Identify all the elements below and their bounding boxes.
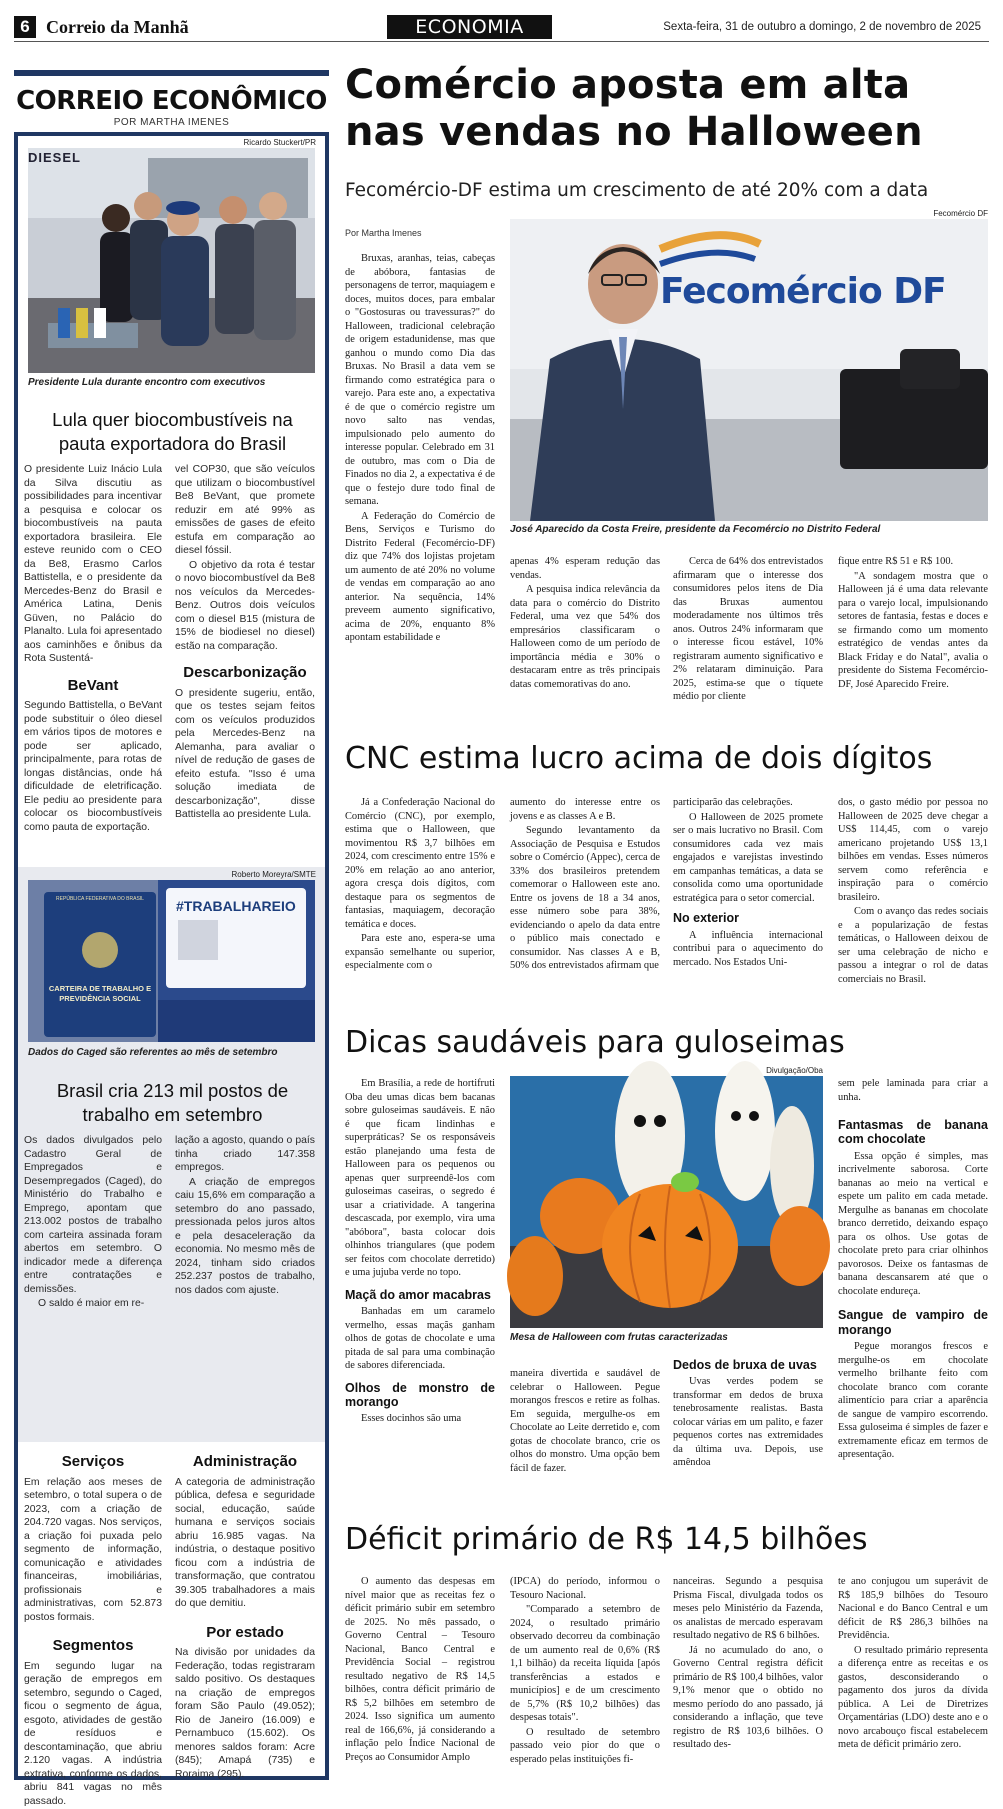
cnc-col4 xyxy=(838,796,988,987)
fecomercio-photo xyxy=(510,219,988,521)
sidebar-column xyxy=(14,70,329,1807)
sidebar-top-bar xyxy=(14,70,329,76)
paragraph: O resultado primário representa a diferença entre as receitas e os gastos, desconsiderando o pagamento dos juros da dívida pública. A Lei de Diretrizes Orçamentárias (LDO) deste ano e o novo arcabouço fiscal estabelecem meta de déficit primário zero. xyxy=(838,1644,988,1751)
byline: Por Martha Imenes xyxy=(345,228,422,238)
subheading: No exterior xyxy=(673,911,739,926)
main-col3 xyxy=(673,555,823,705)
paragraph: "Comparado a setembro de 2024, o resultado primário observado decorreu da combinação de um aumento real de 0,6% (R$ 1,1 bilhão) da receita líquida [após transferências a estados e municípios] e de um crescimento de 5,7% (R$ 10,2 bilhões) das despesas totais". xyxy=(510,1604,660,1724)
subheading: Descarbonização xyxy=(183,664,307,682)
paragraph: O Halloween de 2025 promete ser o mais lucrativo no Brasil. Com consumidores cada vez mais engajados e varejistas investindo em campanhas temáticas, a data se consolida como uma oportunidade estratégica para o setor comercial. xyxy=(673,811,823,904)
paragraph: A pesquisa indica relevância da data para o comércio do Distrito Federal, uma vez que 54% dos empresários classificaram o Halloween como de um período de importância média e 30% o destacaram entre as três principais datas comemorativas do ano. xyxy=(510,584,660,690)
subheading: Sangue de vampiro de morango xyxy=(838,1308,988,1337)
paragraph: Pegue morangos frescos e mergulhe-os em chocolate vermelho brilhante feito com chocolate branco com corante alimentício para criar a aparência de sangue de vampiro escorrendo. Essa guloseima é simples de fazer e extremamente eficaz em termos de apresentação. xyxy=(838,1341,988,1461)
caged-photo xyxy=(28,880,315,1042)
paragraph: fique entre R$ 51 e R$ 100. xyxy=(838,556,954,567)
paragraph: Cerca de 64% dos entrevistados afirmaram que o interesse dos consumidores pelos itens de Dia das Bruxas aumentou moderadamente nos últimos três anos. Outros 24% informaram que o interesse ficou estável, 10% registraram aumento significativo e 2% relataram diminuição. Para 2025, estima-se que o tíquete médio por cliente xyxy=(673,556,823,703)
paragraph: lação a agosto, quando o país tinha criado 147.358 empregos. xyxy=(175,1135,315,1174)
story-text-col1 xyxy=(24,463,162,835)
main-subheadline: Fecomércio-DF estima um crescimento de até 20% com a data xyxy=(345,180,929,201)
story-text-col2 xyxy=(175,463,315,823)
caged-extra-col2 xyxy=(175,1444,315,1782)
subheading: Dedos de bruxa de uvas xyxy=(673,1358,817,1372)
dicas-col4 xyxy=(838,1077,988,1463)
story-headline: Lula quer biocombustíveis na pauta exportadora do Brasil xyxy=(52,409,293,455)
lula-photo xyxy=(28,148,315,373)
paragraph: dos, o gasto médio por pessoa no Halloween de 2025 deve chegar a US$ 114,45, com o varejo americano projetando US$ 13,1 bilhões em vendas. Esses números servem como referência e inspiração para o comércio brasileiro. xyxy=(838,797,988,903)
main-headline: Comércio aposta em alta nas vendas no Halloween xyxy=(345,62,923,156)
paragraph: Os dados divulgados pelo Cadastro Geral de Empregados e Desempregados (Caged), do Ministério do Trabalho e Emprego, apontam que 213.002 postos de trabalho com carteira assinada foram abertos em setembro. O indicador mede a diferença entre contratações e demissões. xyxy=(24,1135,162,1295)
photo-sign-text: DIESEL xyxy=(28,150,81,165)
paragraph: apenas 4% esperam redução das vendas. xyxy=(510,556,660,581)
fecomercio-sign: Fecomércio DF xyxy=(660,271,946,312)
section-label: ECONOMIA xyxy=(387,15,552,39)
subheading: Olhos de monstro de morango xyxy=(345,1380,495,1410)
header-rule xyxy=(14,41,989,42)
paragraph: O objetivo da rota é testar o novo biocombustível da Be8 nos veículos da Mercedes-Benz. Outros dois veículos com o diesel B15 (mistura de 15% de biodiesel no diesel) estão na comparação. xyxy=(175,559,315,652)
paragraph: O presidente sugeriu, então, que os testes sejam feitos com os veículos produzidos pela Mercedes-Benz na Alemanha, para avaliar o nível de redução de gases de efeito estufa. "Isso é uma solução imediata de descarbonização", disse Battistella ao presidente Lula. xyxy=(175,687,315,821)
cnc-headline: CNC estima lucro acima de dois dígitos xyxy=(345,741,933,776)
subheading: Administração xyxy=(192,1453,298,1470)
paragraph: Em relação aos meses de setembro, o total supera o de 2023, com a criação de 204.720 vagas. Nos serviços, a criação foi puxada pelo segmento de informação, comunicação e atividades financeiras, imobiliárias, profissionais e administrativas, com 52.873 postos formais. xyxy=(24,1476,162,1623)
paragraph: Para este ano, espera-se uma expansão semelhante ou superior, especialmente com o xyxy=(345,933,495,972)
paragraph: O aumento das despesas em nível maior que as receitas fez o déficit primário subir em setembro de 2025. No mês passado, o Governo Central – Tesouro Nacional, Banco Central e Previdência Social – registrou resultado negativo de R$ 14,5 bilhões, contra déficit primário de R$ 5,2 bilhões em setembro de 2024. Isso significa um aumento real de 166,6%, já considerando a inflação pelo Índice Nacional de Preços ao Consumidor Amplo xyxy=(345,1576,495,1763)
subheading: Segmentos xyxy=(52,1637,134,1655)
paragraph: Em Brasília, a rede de hortifruti Oba deu umas dicas bem bacanas sobre guloseimas saudáveis. E não é que ficam lindinhas e superpráticas? Se os responsáveis estão planejando uma festa de Halloween para os pequenos ou apenas quer surpreendê-los com guloseimas caseiras, o segredo é usar a criatividade. A tangerina descascada, por exemplo, vira uma "abóbora", basta colocar dois olhinhos triangulares (que podem ser feitos com chocolate derretido) e uma jujuba verde no topo. xyxy=(345,1078,495,1279)
photo-credit: Divulgação/Oba xyxy=(766,1066,823,1075)
subheading: BeVant xyxy=(67,676,119,694)
photo-caption: Mesa de Halloween com frutas caracterizadas xyxy=(510,1332,728,1343)
subheading: Fantasmas de banana com chocolate xyxy=(838,1118,988,1147)
cnc-col3 xyxy=(673,796,823,970)
caged-text-col1 xyxy=(24,1134,162,1312)
dicas-headline: Dicas saudáveis para guloseimas xyxy=(345,1025,845,1060)
paragraph: sem pele laminada para criar a unha. xyxy=(838,1078,988,1103)
deficit-col2 xyxy=(510,1575,660,1767)
paragraph: A Federação do Comércio de Bens, Serviços e Turismo do Distrito Federal (Fecomércio-DF) diz que 74% dos lojistas projetam um aumento de até 20% no volume de vendas em comparação ao ano anterior. Na sequência, 14% preveem aumento significativo, acima de 20%, enquanto 8% apontam estabilidade e xyxy=(345,510,495,644)
subheading: Maçã do amor macabras xyxy=(345,1287,491,1302)
sidebar-title: CORREIO ECONÔMICO xyxy=(16,86,327,116)
paragraph: Segundo Battistella, o BeVant pode substituir o óleo diesel em vários tipos de motores e pode ser aplicado, principalmente, para rotas de longas distâncias, onde há dificuldade de eletrificação. Ele pediu ao presidente para colocar os biocombustíveis como pauta de exportação. xyxy=(24,700,162,833)
caged-text-col2 xyxy=(175,1134,315,1298)
photo-caption: José Aparecido da Costa Freire, presidente da Fecomércio no Distrito Federal xyxy=(510,524,881,535)
deficit-col3 xyxy=(673,1575,823,1753)
paragraph: Banhadas em um caramelo vermelho, essas maçãs ganham olhos de gotas de chocolate e uma pitada de sal para uma combinação de sabores diferenciada. xyxy=(345,1306,495,1372)
story-headline: Brasil cria 213 mil postos de trabalho em setembro xyxy=(56,1080,289,1126)
paragraph: Em segundo lugar na geração de empregos em setembro, segundo o Caged, ficou o segmento de água, esgoto, atividades de gestão de resíduos e descontaminação, que abriu 2.120 vagas. A indústria extrativa, conforme os dados, abriu 841 vagas no mês passado. xyxy=(24,1660,162,1807)
paragraph: Já no acumulado do ano, o Governo Central registra déficit primário de R$ 100,4 bilhões, valor 9,1% menor que o obtido no mesmo período do ano passado, já considerando a inflação, que teve registro de R$ 103,6 bilhões. O resultado des- xyxy=(673,1644,823,1751)
subheading: Por estado xyxy=(206,1623,284,1641)
photo-credit: Roberto Moreyra/SMTE xyxy=(231,870,316,879)
paragraph: Uvas verdes podem se transformar em dedos de bruxa tenebrosamente realistas. Basta colocar várias em um palito, e fazer pequenos cortes nas extremidades da última uva. Depois, use amêndoa xyxy=(673,1376,823,1469)
photo-credit: Fecomércio DF xyxy=(933,209,988,218)
screen-text: #TRABALHAREIO xyxy=(176,898,296,914)
paragraph: Com o avanço das redes sociais e a popularização de festas temáticas, o Halloween deixou de ser uma celebração de nicho e passou a integrar o rol de datas comerciais no Brasil. xyxy=(838,906,988,985)
paragraph: A criação de empregos caiu 15,6% em comparação a setembro do ano passado, pressionada pelos juros altos e pela desaceleração da economia. No mesmo mês de 2024, tinham sido criados 252.237 postos de trabalho, nos dados com ajuste. xyxy=(175,1176,315,1296)
paragraph: te ano conjugou um superávit de R$ 185,9 bilhões do Tesouro Nacional e do Banco Central e um déficit de R$ 286,3 bilhões na Previdência. xyxy=(838,1576,988,1642)
paragraph: Bruxas, aranhas, teias, cabeças de abóbora, fantasias de personagens de terror, maquiagem e doces, muitos doces, para embalar o "Gostosuras ou travessuras?" do Halloween, tradicional celebração de origem estadunidense, mas que ganhou o mundo como Dia das Bruxas. No Brasil a data vem se firmando como estratégica para o varejo. Para este ano, a expectativa é de que o comércio registre um novo salto nas vendas, impulsionado pelo aumento do interesse popular. Celebrado em 31 de outubro, mas com o Dia de Finados no dia 2, a expectativa é de que o festejo dure todo final de semana. xyxy=(345,253,495,508)
paragraph: O presidente Luiz Inácio Lula da Silva discutiu as possibilidades para incentivar a pesquisa e colocar os biocombustíveis na pauta exportadora brasileira. Ele esteve reunido com o CEO da Be8, Erasmo Carlos Battistella, e o presidente da Mercedes-Benz do Brasil e América Latina, Denis Güven, no Palácio do Planalto. Lula foi apresentado aos caminhões e ônibus da Rota Sustentá- xyxy=(24,464,162,665)
paragraph: A influência internacional contribui para o aquecimento do mercado. Nos Estados Uni- xyxy=(673,929,823,968)
main-col2 xyxy=(510,555,660,692)
paragraph: O saldo é maior em re- xyxy=(38,1298,145,1310)
main-col4 xyxy=(838,555,988,692)
halloween-photo xyxy=(510,1076,823,1328)
paragraph: A categoria de administração pública, defesa e seguridade social, educação, saúde humana e serviços sociais abriu 16.985 vagas. Na indústria, o destaque positivo ficou com a indústria de transformação, que contratou 39.305 trabalhadores a mais do que demitiu. xyxy=(175,1476,315,1610)
deficit-col4 xyxy=(838,1575,988,1753)
paragraph: maneira divertida e saudável de celebrar o Halloween. Pegue morangos frescos e retire as folhas. Em seguida, mergulhe-os em Chocolate ao Leite derretido e, com gotas de chocolate branco, crie os olhos do monstro. Uma opção bem fácil de fazer. xyxy=(510,1368,660,1474)
photo-caption: Presidente Lula durante encontro com executivos xyxy=(28,377,266,388)
paragraph: Na divisão por unidades da Federação, todas registraram saldo positivo. Os destaques na criação de empregos foram São Paulo (49.052); Rio de Janeiro (16.009) e Pernambuco (15.602). Os menores saldos foram: Acre (845); Amapá (735) e Roraima (295). xyxy=(175,1647,315,1780)
paragraph: Essa opção é simples, mas incrivelmente saborosa. Corte bananas ao meio na vertical e espete um palito em cada metade. Mergulhe as bananas em chocolate branco derretido, deixando espaço para os olhos. Use gotas de chocolate preto para criar olhinhos pavorosos. Deixe os fantasmas de banana descansarem até que o chocolate endureça. xyxy=(838,1150,988,1297)
caged-extra-col1 xyxy=(24,1444,162,1809)
cnc-col2 xyxy=(510,796,660,974)
photo-credit: Ricardo Stuckert/PR xyxy=(243,138,316,147)
issue-date: Sexta-feira, 31 de outubro a domingo, 2 de novembro de 2025 xyxy=(663,21,981,33)
sidebar-byline: POR MARTHA IMENES xyxy=(113,117,230,128)
photo-caption: Dados do Caged são referentes ao mês de setembro xyxy=(28,1047,278,1058)
subheading: Serviços xyxy=(61,1453,125,1470)
paragraph: Esses docinhos são uma xyxy=(361,1413,462,1425)
passport-header: REPÚBLICA FEDERATIVA DO BRASIL xyxy=(56,896,144,902)
dicas-col2 xyxy=(510,1367,660,1476)
main-col1 xyxy=(345,252,495,646)
paper-name: Correio da Manhã xyxy=(46,17,189,37)
paragraph: O resultado de setembro passado veio pior do que o esperado pelas instituições fi- xyxy=(510,1726,660,1765)
paragraph: participarão das celebrações. xyxy=(673,797,793,808)
paragraph: Segundo levantamento da Associação de Pesquisa e Estudos sobre o Comércio (Appec), cerca de 33% dos brasileiros pretendem comemorar o Halloween este ano. Entre os jovens de 18 a 34 anos, esse número sobe para 38%, evidenciando o apelo da data entre o público mais conectado e consumidor. Nas classes A e B, 50% dos entrevistados afirmam que xyxy=(510,825,661,972)
page-header xyxy=(14,14,989,42)
deficit-col1 xyxy=(345,1575,495,1765)
dicas-col3 xyxy=(673,1358,823,1471)
paragraph: nanceiras. Segundo a pesquisa Prisma Fiscal, divulgada todos os meses pelo Ministério da Fazenda, os analistas de mercado esperavam resultado negativo de R$ 6 bilhões. xyxy=(673,1576,823,1642)
paragraph: vel COP30, que são veículos que utilizam o biocombustível Be8 BeVant, que promete reduzir em até 99% as emissões de gases de efeito estufa em comparação ao diesel fóssil. xyxy=(175,464,315,557)
dicas-col1 xyxy=(345,1077,495,1427)
cnc-col1 xyxy=(345,796,495,974)
paragraph: (IPCA) do período, informou o Tesouro Nacional. xyxy=(510,1576,660,1601)
paragraph: Já a Confederação Nacional do Comércio (CNC), por exemplo, estima que o Halloween, que movimentou R$ 3,7 bilhões em 2024, com crescimento entre 15% e 20% em relação ao ano anterior, agora cresça dois dígitos, com destaque para os segmentos de fantasias, maquiagem, decoração temática e doces. xyxy=(345,797,495,930)
paragraph: aumento do interesse entre os jovens e as classes A e B. xyxy=(510,797,660,822)
page-number: 6 xyxy=(14,16,36,38)
passport-title: CARTEIRA DE TRABALHO E PREVIDÊNCIA SOCIAL xyxy=(48,984,152,1003)
deficit-headline: Déficit primário de R$ 14,5 bilhões xyxy=(345,1522,868,1557)
paragraph: "A sondagem mostra que o Halloween já é uma data relevante para o varejo local, impulsionando setores de fantasia, festas e doces e se firmando como um momento estratégico de vendas antes da Black Friday e do Natal", avalia o presidente do Sistema Fecomércio-DF, José Aparecido Freire. xyxy=(838,570,988,690)
